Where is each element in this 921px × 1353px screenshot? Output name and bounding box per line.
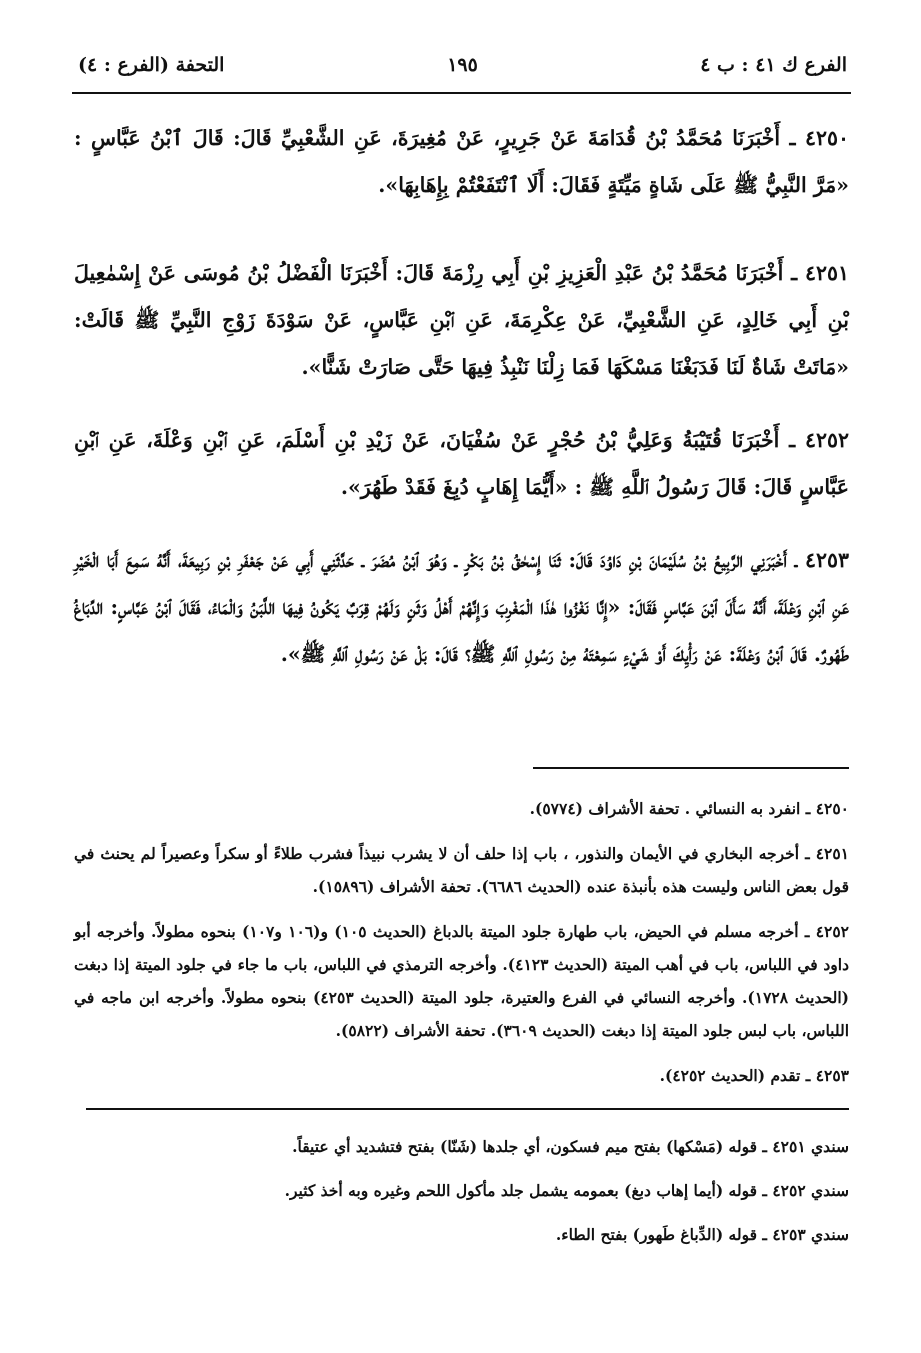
hadith-matn: «مَاتَتْ شَاةٌ لَنَا فَدَبَغْنَا مَسْكَهَا فَمَا زِلْنَا نَنْبِذُ فِيهَا حَتَّى صَارَتْ شَنًّا». [301,355,849,379]
hadith-isnad: ـ أَخْبَرَنَا قُتَيْبَةُ وَعَلِيُّ بْنُ حُجْرٍ عَنْ سُفْيَانَ، عَنْ زَيْدِ بْنِ أَسْلَمَ، عَنِ ٱبْنِ وَعْلَةَ، عَنِ ٱبْنِ عَبَّاسٍ قَالَ: قَالَ رَسُولُ ٱللَّهِ ﷺ : [74,428,849,499]
hadith-4253 [74,537,849,678]
footnote-4251: ٤٢٥١ ـ أخرجه البخاري في الأيمان والنذور، ، باب إذا حلف أن لا يشرب نبيذاً فشرب طلاءً أو سكراً وعصيراً لم يحنث في قول بعض الناس وليست هذه بأنبذة عنده (الحديث ٦٦٨٦). تحفة الأشراف (١٥٨٩٦). [74,844,849,896]
hadith-isnad: ـ أَخْبَرَنَا مُحَمَّدُ بْنُ عَبْدِ الْعَزِيزِ بْنِ أَبِي رِزْمَةَ قَالَ: أَخْبَرَنَا الْفَضْلُ بْنُ مُوسَى عَنْ إِسْمٰعِيلَ بْنِ أَبِي خَالِدٍ، عَنِ الشَّعْبِيِّ، عَنْ عِكْرِمَةَ، عَنِ ٱبْنِ عَبَّاسٍ، عَنْ سَوْدَةَ زَوْجِ النَّبِيِّ ﷺ قَالَتْ: [74,261,849,332]
footnote-4253: ٤٢٥٣ ـ تقدم (الحديث ٤٢٥٢). [659,1066,849,1085]
sindi-note-4252: سندي ٤٢٥٢ ـ قوله (أيما إهاب دبغ) بعمومه يشمل جلد مأكول اللحم وغيره وبه أخذ كثير. [284,1181,849,1200]
hadith-text [74,417,849,511]
footnote-4250: ٤٢٥٠ ـ انفرد به النسائي . تحفة الأشراف (٥٧٧٤). [529,799,849,818]
hadith-text [74,537,849,678]
hadith-isnad: ـ أَخْبَرَنِي الرَّبِيعُ بْنُ سُلَيْمَانَ بْنِ دَاوُدَ قَالَ: ثَنَا إِسْحٰقُ بْنُ بَكْرٍ ـ وَهُوَ ٱبْنُ مُضَرَ ـ حَدَّثَنِي أَبِي عَنْ جَعْفَرِ بْنِ رَبِيعَةَ، أَنَّهُ سَمِعَ أَبَا الْخَيْرِ عَنِ ٱبْنِ وَعْلَةَ، أَنَّهُ سَأَلَ ٱبْنَ عَبَّاسٍ فَقَالَ: [74,548,850,619]
footnotes-divider [533,767,849,769]
hadith-number: ٤٢٥١ [804,261,850,285]
hadith-isnad: ـ أَخْبَرَنَا مُحَمَّدُ بْنُ قُدَامَةَ عَنْ جَرِيرٍ، عَنْ مُغِيرَةَ، عَنِ الشَّعْبِيِّ قَالَ: قَالَ ٱبْنُ عَبَّاسٍ : [74,126,796,150]
page-number: ١٩٥ [447,54,478,76]
footnote-4252: ٤٢٥٢ ـ أخرجه مسلم في الحيض، باب طهارة جلود الميتة بالدباغ (الحديث ١٠٥) و(١٠٦ و١٠٧) بنحوه مطولاً. وأخرجه أبو داود في اللباس، باب في أهب الميتة (الحديث ٤١٢٣). وأخرجه الترمذي في اللباس، باب ما جاء في جلود الميتة إذا دبغت (الحديث ١٧٢٨). وأخرجه النسائي في الفرع والعتيرة، جلود الميتة (الحديث ٤٢٥٣) بنحوه مطولاً. وأخرجه ابن ماجه في اللباس، باب لبس جلود الميتة إذا دبغت (الحديث ٣٦٠٩). تحفة الأشراف (٥٨٢٢). [74,922,849,1040]
hadith-matn: «أَيُّمَا إِهَابٍ دُبِغَ فَقَدْ طَهُرَ». [340,475,568,499]
footnotes [74,792,849,1104]
hadith-number: ٤٢٥٢ [804,428,850,452]
hadith-text [74,115,849,209]
header-chapter-ref: الفرع ك ٤١ : ب ٤ [700,54,847,76]
hadith-4250 [74,115,849,209]
page-header [78,50,847,84]
header-tuhfa-ref: التحفة (الفرع : ٤) [78,54,225,76]
hadith-number: ٤٢٥٠ [804,126,849,150]
sindi-notes [74,1130,849,1262]
hadith-text [74,250,849,391]
sindi-note-4253: سندي ٤٢٥٣ ـ قوله (الدِّباغ طَهور) بفتح الطاء. [555,1225,849,1244]
header-divider [72,92,851,94]
hadith-4251 [74,250,849,391]
sindi-divider [86,1108,849,1110]
hadith-matn: «مَرَّ النَّبِيُّ ﷺ عَلَى شَاةٍ مَيِّتَةٍ فَقَالَ: أَلَا ٱنْتَفَعْتُمْ بِإِهَابِهَا». [378,173,849,197]
hadith-matn: «إِنَّا نَغْزُوا هٰذَا الْمَغْرِبَ وَإِنَّهُمْ أَهْلُ وَثَنٍ وَلَهُمْ قِرَبٌ يَكُونُ فِيهَا اللَّبَنُ وَالْمَاءُ، فَقَالَ ٱبْنُ عَبَّاسٍ: الدِّبَاغُ طَهُورٌ. قَالَ ٱبْنُ وَعْلَةَ: عَنْ رَأْيِكَ أَوْ شَيْءٍ سَمِعْتَهُ مِنْ رَسُولِ ٱللَّهِ ﷺ؟ قَالَ: بَلْ عَنْ رَسُولِ ٱللَّهِ ﷺ». [74,595,849,666]
sindi-note-4251: سندي ٤٢٥١ ـ قوله (مَسْكها) بفتح ميم فسكون، أي جلدها (شَنّا) بفتح فتشديد أي عتيقاً. [292,1137,849,1156]
hadith-number: ٤٢٥٣ [804,548,849,572]
hadith-4252 [74,417,849,511]
